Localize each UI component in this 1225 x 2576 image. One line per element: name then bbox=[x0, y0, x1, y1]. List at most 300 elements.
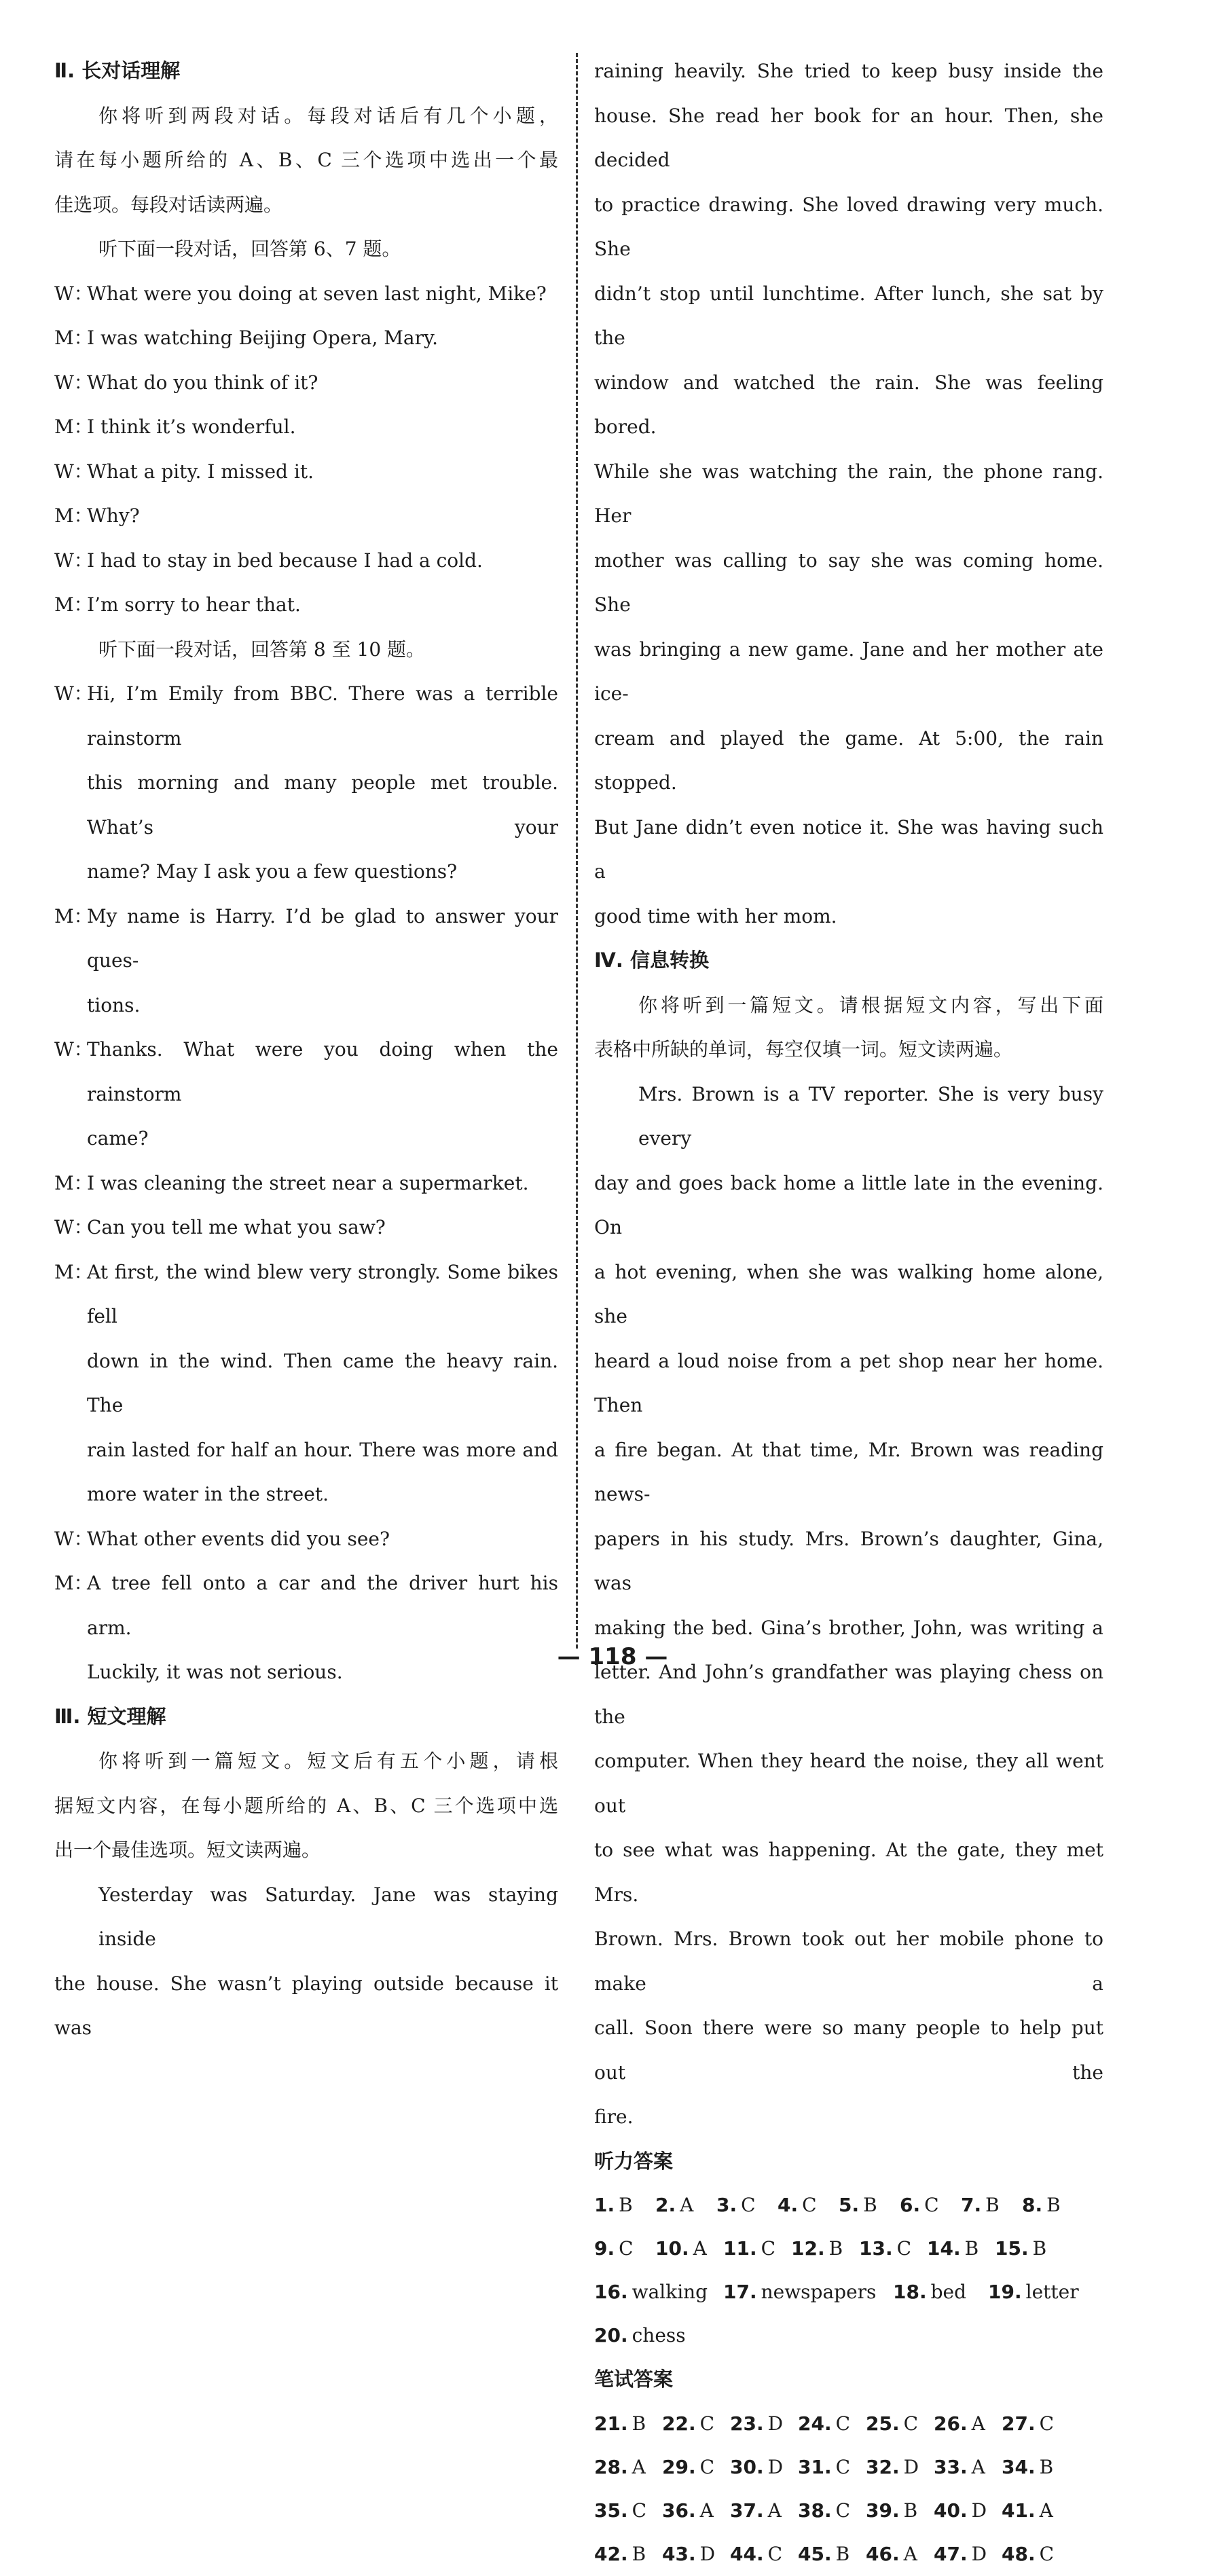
dialogue-line: Thanks. What were you doing when the rainstorm bbox=[87, 1038, 558, 1105]
passage-line: to practice drawing. She loved drawing very much. She bbox=[594, 193, 1103, 260]
answer-number: 29 bbox=[662, 2455, 689, 2478]
answer-item bbox=[594, 2270, 723, 2314]
passage-line: a hot evening, when she was walking home alone, she bbox=[594, 1260, 1103, 1327]
dialogue-line: tions. bbox=[87, 993, 141, 1016]
dialogue-line: What were you doing at seven last night, Mike? bbox=[87, 282, 547, 305]
answer-number: 45 bbox=[798, 2542, 824, 2565]
dialogue-line: name? May I ask you a few questions? bbox=[87, 860, 458, 883]
answer-value: C bbox=[699, 2412, 715, 2435]
answer-value: C bbox=[802, 2194, 817, 2216]
answer-number: 33 bbox=[934, 2455, 960, 2478]
answer-value: letter bbox=[1025, 2281, 1079, 2303]
dialogue-text bbox=[87, 272, 558, 316]
dialogue-text bbox=[87, 361, 558, 405]
answer-number: 36 bbox=[662, 2499, 689, 2522]
answer-value: B bbox=[835, 2542, 850, 2565]
answer-dot: . bbox=[756, 2542, 764, 2565]
answer-dot: . bbox=[892, 2455, 900, 2478]
answer-item bbox=[934, 2446, 1002, 2489]
answer-item bbox=[655, 2184, 716, 2227]
page-number: — 118 — bbox=[557, 1643, 668, 1670]
answer-value: A bbox=[632, 2455, 646, 2478]
answer-dot: . bbox=[959, 2455, 968, 2478]
speaker-label: W： bbox=[54, 1216, 93, 1238]
answer-number: 14 bbox=[927, 2237, 953, 2260]
answer-number: 15 bbox=[995, 2237, 1021, 2260]
answer-row bbox=[594, 2270, 1103, 2314]
answer-row bbox=[594, 2402, 1103, 2446]
answer-dot: . bbox=[1027, 2412, 1036, 2435]
dialogue-line: more water in the street. bbox=[87, 1483, 329, 1505]
answer-number: 34 bbox=[1002, 2455, 1028, 2478]
dialogue-line: What other events did you see? bbox=[87, 1527, 390, 1550]
passage-line: While she was watching the rain, the phone rang. Her bbox=[594, 460, 1103, 527]
answer-item bbox=[778, 2184, 839, 2227]
passage-line: papers in his study. Mrs. Brown’s daughter, Gina, was bbox=[594, 1527, 1103, 1594]
dialogue-text bbox=[87, 449, 558, 494]
passage-line: But Jane didn’t even notice it. She was having such a bbox=[594, 815, 1103, 883]
answer-item bbox=[927, 2227, 995, 2270]
speaker-label: M： bbox=[54, 593, 93, 616]
section-title-passage: Ⅲ. 短文理解 bbox=[54, 1704, 166, 1728]
answer-item bbox=[716, 2184, 778, 2227]
dialogue-line: Luckily, it was not serious. bbox=[87, 1661, 343, 1683]
answer-value: C bbox=[896, 2237, 912, 2260]
dialogue-line: I was cleaning the street near a supermarket. bbox=[87, 1171, 529, 1194]
dialogue-turn bbox=[54, 1250, 558, 1517]
answer-number: 35 bbox=[594, 2499, 621, 2522]
dialogue-text bbox=[87, 671, 558, 894]
answer-row bbox=[594, 2184, 1103, 2227]
answer-value: C bbox=[741, 2194, 756, 2216]
answer-value: B bbox=[863, 2194, 877, 2216]
answer-value: B bbox=[1039, 2455, 1054, 2478]
dialogue-text bbox=[87, 1517, 558, 1562]
instruction-line: 佳选项。每段对话读两遍。 bbox=[54, 193, 283, 216]
answer-number: 21 bbox=[594, 2412, 621, 2435]
answer-value: C bbox=[1039, 2542, 1055, 2565]
answer-dot: . bbox=[688, 2455, 696, 2478]
dialogue-text bbox=[87, 1561, 558, 1695]
answer-dot: . bbox=[885, 2237, 893, 2260]
passage-line: making the bed. Gina’s brother, John, was writing a bbox=[594, 1616, 1103, 1639]
dialogue-line: came? bbox=[87, 1127, 149, 1149]
answer-value: B bbox=[985, 2194, 1000, 2216]
instruction-line: 请在每小题所给的 A、B、C 三个选项中选出一个最 bbox=[54, 149, 558, 171]
answer-dot: . bbox=[824, 2412, 832, 2435]
answer-value: C bbox=[699, 2455, 715, 2478]
answer-dot: . bbox=[817, 2237, 825, 2260]
answer-item bbox=[859, 2227, 927, 2270]
answer-item bbox=[1002, 2533, 1069, 2576]
dialogue-turn bbox=[54, 405, 558, 449]
answer-item bbox=[988, 2270, 1097, 2314]
answer-dot: . bbox=[756, 2499, 764, 2522]
answer-number: 17 bbox=[723, 2281, 750, 2303]
answer-dot: . bbox=[688, 2499, 696, 2522]
answer-value: C bbox=[835, 2455, 851, 2478]
answer-value: B bbox=[964, 2237, 979, 2260]
dialogue-line: down in the wind. Then came the heavy rain. The bbox=[87, 1349, 558, 1416]
speaker-label: W： bbox=[54, 460, 93, 483]
dialogue-line: A tree fell onto a car and the driver hurt his arm. bbox=[87, 1572, 558, 1639]
dialogue-header: 听下面一段对话，回答第 8 至 10 题。 bbox=[98, 638, 426, 661]
answer-value: A bbox=[699, 2499, 714, 2522]
answer-item bbox=[934, 2402, 1002, 2446]
answer-dot: . bbox=[749, 2237, 757, 2260]
answer-item bbox=[655, 2227, 723, 2270]
answer-value: A bbox=[693, 2237, 707, 2260]
answer-number: 11 bbox=[723, 2237, 750, 2260]
answer-number: 7 bbox=[961, 2194, 974, 2216]
dialogue-line: Can you tell me what you saw? bbox=[87, 1216, 386, 1238]
answer-number: 42 bbox=[594, 2542, 621, 2565]
answer-value: chess bbox=[632, 2324, 686, 2347]
answer-dot: . bbox=[620, 2324, 628, 2347]
dialogue-line: What a pity. I missed it. bbox=[87, 460, 314, 483]
answer-dot: . bbox=[756, 2455, 764, 2478]
passage-line: day and goes back home a little late in the evening. On bbox=[594, 1171, 1103, 1238]
passage-line: window and watched the rain. She was feeling bored. bbox=[594, 371, 1103, 438]
answer-item bbox=[866, 2533, 934, 2576]
answer-item bbox=[798, 2402, 866, 2446]
answer-number: 2 bbox=[655, 2194, 669, 2216]
answer-value: C bbox=[619, 2237, 634, 2260]
answer-value: C bbox=[761, 2237, 776, 2260]
dialogue-turn bbox=[54, 894, 558, 1028]
dialogue-turn bbox=[54, 316, 558, 361]
answer-dot: . bbox=[974, 2194, 982, 2216]
answer-dot: . bbox=[681, 2237, 689, 2260]
answer-item bbox=[723, 2270, 893, 2314]
answer-item bbox=[866, 2402, 934, 2446]
dialogue-text bbox=[87, 1205, 558, 1250]
answer-dot: . bbox=[824, 2499, 832, 2522]
passage-line: Yesterday was Saturday. Jane was staying inside bbox=[98, 1883, 558, 1950]
answer-number: 18 bbox=[893, 2281, 919, 2303]
dialogue-text bbox=[87, 583, 558, 627]
dialogue-turn bbox=[54, 1205, 558, 1250]
answer-number: 16 bbox=[594, 2281, 621, 2303]
answer-number: 41 bbox=[1002, 2499, 1028, 2522]
answer-number: 1 bbox=[594, 2194, 608, 2216]
dialogue-line: What do you think of it? bbox=[87, 371, 318, 394]
answer-dot: . bbox=[1035, 2194, 1043, 2216]
answer-number: 47 bbox=[934, 2542, 960, 2565]
dialogue-turn bbox=[54, 361, 558, 405]
answer-value: C bbox=[767, 2542, 783, 2565]
answer-dot: . bbox=[1014, 2281, 1022, 2303]
answer-number: 38 bbox=[798, 2499, 824, 2522]
dialogue-turn bbox=[54, 272, 558, 316]
answer-number: 6 bbox=[900, 2194, 913, 2216]
answer-number: 22 bbox=[662, 2412, 689, 2435]
answer-number: 30 bbox=[730, 2455, 756, 2478]
dialogue-turn bbox=[54, 671, 558, 894]
section-title-info-transfer: Ⅳ. 信息转换 bbox=[594, 949, 709, 972]
dialogue-line: this morning and many people met trouble. What’s your bbox=[87, 771, 558, 839]
dialogue-line: I was watching Beijing Opera, Mary. bbox=[87, 327, 439, 349]
speaker-label: M： bbox=[54, 504, 93, 527]
answer-value: C bbox=[1039, 2412, 1055, 2435]
passage-line: didn’t stop until lunchtime. After lunch, she sat by the bbox=[594, 282, 1103, 349]
answer-row bbox=[594, 2533, 1103, 2576]
answer-value: D bbox=[971, 2499, 987, 2522]
answer-item bbox=[866, 2446, 934, 2489]
answer-value: B bbox=[1046, 2194, 1061, 2216]
answer-item bbox=[1002, 2446, 1069, 2489]
answer-item bbox=[594, 2227, 655, 2270]
passage-line: house. She read her book for an hour. Then, she decided bbox=[594, 104, 1103, 171]
answer-dot: . bbox=[620, 2455, 628, 2478]
answer-item bbox=[798, 2533, 866, 2576]
answer-number: 8 bbox=[1022, 2194, 1036, 2216]
answer-dot: . bbox=[824, 2455, 832, 2478]
instruction-line: 你将听到一篇短文。请根据短文内容，写出下面 bbox=[638, 993, 1103, 1016]
right-column bbox=[594, 49, 1103, 2576]
dialogue-line: At first, the wind blew very strongly. Some bikes fell bbox=[87, 1260, 558, 1327]
passage-line: fire. bbox=[594, 2105, 634, 2128]
passage-line: a fire began. At that time, Mr. Brown was reading news- bbox=[594, 1438, 1103, 1505]
passage-line: letter. And John’s grandfather was playing chess on the bbox=[594, 1661, 1103, 1728]
answer-item bbox=[662, 2402, 730, 2446]
answer-number: 43 bbox=[662, 2542, 689, 2565]
answer-number: 24 bbox=[798, 2412, 824, 2435]
dialogue-turn bbox=[54, 1027, 558, 1161]
answer-item bbox=[1022, 2184, 1083, 2227]
dialogue-text bbox=[87, 405, 558, 449]
answer-dot: . bbox=[607, 2237, 615, 2260]
answer-number: 25 bbox=[866, 2412, 892, 2435]
answer-number: 39 bbox=[866, 2499, 892, 2522]
answer-item bbox=[730, 2533, 798, 2576]
instruction-line: 你将听到一篇短文。短文后有五个小题，请根 bbox=[98, 1750, 558, 1772]
speaker-label: M： bbox=[54, 904, 93, 927]
dialogue-text bbox=[87, 1027, 558, 1161]
passage-line: mother was calling to say she was coming home. She bbox=[594, 549, 1103, 616]
answer-number: 48 bbox=[1002, 2542, 1028, 2565]
answer-number: 31 bbox=[798, 2455, 824, 2478]
answer-number: 4 bbox=[778, 2194, 791, 2216]
passage-line: Mrs. Brown is a TV reporter. She is very busy every bbox=[638, 1082, 1103, 1149]
answer-dot: . bbox=[1027, 2499, 1036, 2522]
answer-dot: . bbox=[749, 2281, 757, 2303]
answer-value: newspapers bbox=[761, 2281, 877, 2303]
answer-item bbox=[839, 2184, 900, 2227]
speaker-label: W： bbox=[54, 1038, 93, 1061]
dialogue-turn bbox=[54, 583, 558, 627]
answer-value: C bbox=[835, 2412, 851, 2435]
answer-value: B bbox=[903, 2499, 918, 2522]
answer-item bbox=[798, 2489, 866, 2533]
speaker-label: M： bbox=[54, 327, 93, 349]
passage-line: call. Soon there were so many people to help put out the bbox=[594, 2017, 1103, 2084]
answer-item bbox=[893, 2270, 988, 2314]
answer-dot: . bbox=[953, 2237, 961, 2260]
answer-dot: . bbox=[756, 2412, 764, 2435]
speaker-label: W： bbox=[54, 549, 93, 572]
answer-value: C bbox=[924, 2194, 939, 2216]
answer-value: B bbox=[632, 2412, 646, 2435]
answer-dot: . bbox=[1027, 2542, 1036, 2565]
answer-dot: . bbox=[892, 2542, 900, 2565]
instruction-line: 据短文内容，在每小题所给的 A、B、C 三个选项中选 bbox=[54, 1794, 558, 1817]
answer-row bbox=[594, 2314, 1103, 2357]
answer-dot: . bbox=[729, 2194, 737, 2216]
answer-value: D bbox=[767, 2455, 784, 2478]
passage-line: computer. When they heard the noise, they all went out bbox=[594, 1750, 1103, 1817]
answer-dot: . bbox=[1027, 2455, 1036, 2478]
speaker-label: M： bbox=[54, 1171, 93, 1194]
answer-value: walking bbox=[632, 2281, 708, 2303]
answer-item bbox=[961, 2184, 1022, 2227]
answer-value: B bbox=[1032, 2237, 1047, 2260]
written-answers-title: 笔试答案 bbox=[594, 2368, 674, 2391]
answer-item bbox=[662, 2446, 730, 2489]
answer-number: 32 bbox=[866, 2455, 892, 2478]
answer-dot: . bbox=[959, 2499, 968, 2522]
dialogue-text bbox=[87, 494, 558, 538]
answer-value: D bbox=[699, 2542, 716, 2565]
speaker-label: M： bbox=[54, 1572, 93, 1594]
answer-value: D bbox=[971, 2542, 987, 2565]
answer-dot: . bbox=[620, 2281, 628, 2303]
answer-item bbox=[866, 2489, 934, 2533]
answer-item bbox=[1002, 2489, 1069, 2533]
answer-row bbox=[594, 2227, 1103, 2270]
dialogue-text bbox=[87, 894, 558, 1028]
passage-line: the house. She wasn’t playing outside because it was bbox=[54, 1972, 558, 2039]
answer-value: B bbox=[632, 2542, 646, 2565]
answer-item bbox=[594, 2533, 662, 2576]
answer-number: 23 bbox=[730, 2412, 756, 2435]
answer-number: 9 bbox=[594, 2237, 608, 2260]
answer-dot: . bbox=[620, 2542, 628, 2565]
answer-item bbox=[791, 2227, 859, 2270]
answer-value: C bbox=[835, 2499, 851, 2522]
passage-line: was bringing a new game. Jane and her mother ate ice- bbox=[594, 638, 1103, 705]
answer-dot: . bbox=[959, 2412, 968, 2435]
answer-dot: . bbox=[607, 2194, 615, 2216]
answer-dot: . bbox=[959, 2542, 968, 2565]
answer-value: D bbox=[767, 2412, 784, 2435]
speaker-label: M： bbox=[54, 1260, 93, 1283]
answer-item bbox=[900, 2184, 961, 2227]
answer-number: 10 bbox=[655, 2237, 682, 2260]
instruction-line: 你将听到两段对话。每段对话后有几个小题， bbox=[98, 104, 558, 127]
answer-number: 12 bbox=[791, 2237, 818, 2260]
dialogue-line: Why? bbox=[87, 504, 140, 527]
answer-value: D bbox=[903, 2455, 919, 2478]
answer-item bbox=[662, 2489, 730, 2533]
answer-dot: . bbox=[688, 2542, 696, 2565]
dialogue-line: I had to stay in bed because I had a cold. bbox=[87, 549, 483, 572]
answer-value: B bbox=[828, 2237, 843, 2260]
answer-item bbox=[594, 2402, 662, 2446]
dialogue-turn bbox=[54, 538, 558, 583]
answer-item bbox=[1002, 2402, 1069, 2446]
answer-item bbox=[934, 2533, 1002, 2576]
answer-value: B bbox=[619, 2194, 633, 2216]
dialogue-text bbox=[87, 316, 558, 361]
answer-value: A bbox=[767, 2499, 782, 2522]
answer-dot: . bbox=[892, 2499, 900, 2522]
passage-line: cream and played the game. At 5:00, the rain stopped. bbox=[594, 726, 1103, 794]
speaker-label: M： bbox=[54, 416, 93, 438]
listening-answers-title: 听力答案 bbox=[594, 2149, 674, 2173]
column-divider bbox=[576, 53, 578, 1649]
left-column bbox=[54, 49, 558, 2050]
answer-item bbox=[730, 2489, 798, 2533]
passage-line: to see what was happening. At the gate, they met Mrs. bbox=[594, 1839, 1103, 1906]
answer-number: 26 bbox=[934, 2412, 960, 2435]
answer-item bbox=[934, 2489, 1002, 2533]
speaker-label: W： bbox=[54, 282, 93, 305]
dialogue-turn bbox=[54, 1517, 558, 1562]
answer-dot: . bbox=[790, 2194, 799, 2216]
answer-value: A bbox=[971, 2455, 985, 2478]
passage-line: good time with her mom. bbox=[594, 904, 837, 927]
answer-number: 28 bbox=[594, 2455, 621, 2478]
answer-dot: . bbox=[668, 2194, 676, 2216]
answer-number: 20 bbox=[594, 2324, 621, 2347]
dialogue-line: rain lasted for half an hour. There was more and bbox=[87, 1438, 558, 1461]
answer-item bbox=[995, 2227, 1063, 2270]
answer-number: 27 bbox=[1002, 2412, 1028, 2435]
answer-item bbox=[730, 2402, 798, 2446]
dialogue-line: My name is Harry. I’d be glad to answer your ques- bbox=[87, 904, 558, 972]
instruction-line: 出一个最佳选项。短文读两遍。 bbox=[54, 1839, 321, 1861]
speaker-label: W： bbox=[54, 371, 93, 394]
answer-value: bed bbox=[930, 2281, 967, 2303]
answer-dot: . bbox=[852, 2194, 860, 2216]
answer-number: 13 bbox=[859, 2237, 885, 2260]
answer-dot: . bbox=[919, 2281, 927, 2303]
answer-row bbox=[594, 2446, 1103, 2489]
dialogue-line: Hi, I’m Emily from BBC. There was a terrible rainstorm bbox=[87, 682, 558, 750]
dialogue-text bbox=[87, 1250, 558, 1517]
answer-dot: . bbox=[620, 2499, 628, 2522]
dialogue-turn bbox=[54, 494, 558, 538]
dialogue-line: I’m sorry to hear that. bbox=[87, 593, 301, 616]
answer-item bbox=[798, 2446, 866, 2489]
passage-line: raining heavily. She tried to keep busy inside the bbox=[594, 60, 1103, 82]
dialogue-turn bbox=[54, 449, 558, 494]
answer-number: 3 bbox=[716, 2194, 730, 2216]
answer-item bbox=[594, 2446, 662, 2489]
answer-value: A bbox=[903, 2542, 917, 2565]
passage-line: Brown. Mrs. Brown took out her mobile phone to make a bbox=[594, 1928, 1103, 1995]
answer-value: C bbox=[632, 2499, 647, 2522]
answer-value: A bbox=[680, 2194, 694, 2216]
answer-item bbox=[594, 2489, 662, 2533]
answer-item bbox=[730, 2446, 798, 2489]
answer-number: 37 bbox=[730, 2499, 756, 2522]
answer-item bbox=[723, 2227, 791, 2270]
speaker-label: W： bbox=[54, 1527, 93, 1550]
answer-value: C bbox=[903, 2412, 919, 2435]
answer-item bbox=[594, 2184, 655, 2227]
answer-row bbox=[594, 2489, 1103, 2533]
answer-dot: . bbox=[688, 2412, 696, 2435]
answer-number: 44 bbox=[730, 2542, 756, 2565]
dialogue-header: 听下面一段对话，回答第 6、7 题。 bbox=[98, 238, 401, 260]
section-title-long-dialogue: Ⅱ. 长对话理解 bbox=[54, 59, 181, 82]
answer-number: 5 bbox=[839, 2194, 852, 2216]
answer-item bbox=[662, 2533, 730, 2576]
answer-dot: . bbox=[620, 2412, 628, 2435]
answer-item bbox=[594, 2314, 696, 2357]
